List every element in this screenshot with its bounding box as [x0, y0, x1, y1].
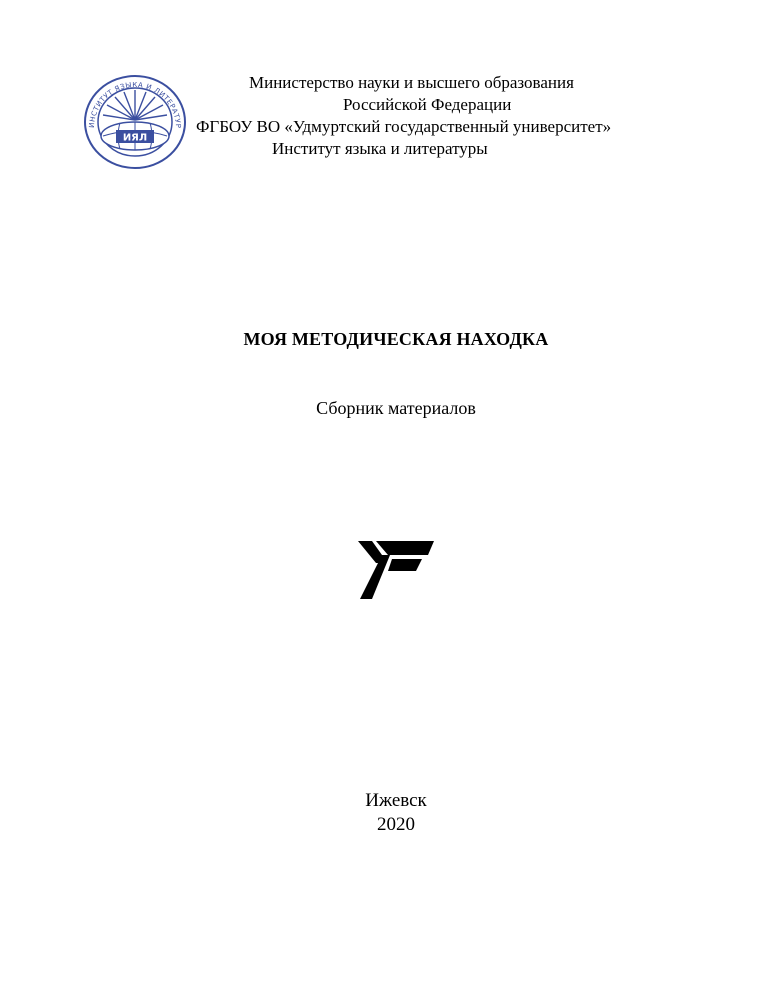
- publication-year: 2020: [377, 814, 415, 835]
- ministry-line: Министерство науки и высшего образования: [249, 73, 574, 92]
- institute-line: Институт языка и литературы: [272, 139, 488, 158]
- svg-text:ИЯЛ: ИЯЛ: [122, 132, 148, 144]
- document-title: МОЯ МЕТОДИЧЕСКАЯ НАХОДКА: [243, 329, 549, 349]
- document-subtitle: Сборник материалов: [316, 398, 476, 418]
- university-line: ФГБОУ ВО «Удмуртский государственный университет»: [196, 117, 612, 136]
- country-line: Российской Федерации: [343, 95, 512, 114]
- svg-text:ИНСТИТУТ ЯЗЫКА И ЛИТЕРАТУРЫ: ИНСТИТУТ ЯЗЫКА И ЛИТЕРАТУР: [87, 80, 183, 129]
- institute-emblem-icon: [80, 70, 190, 170]
- udsu-logo-icon: [358, 533, 436, 603]
- publication-city: Ижевск: [365, 790, 427, 811]
